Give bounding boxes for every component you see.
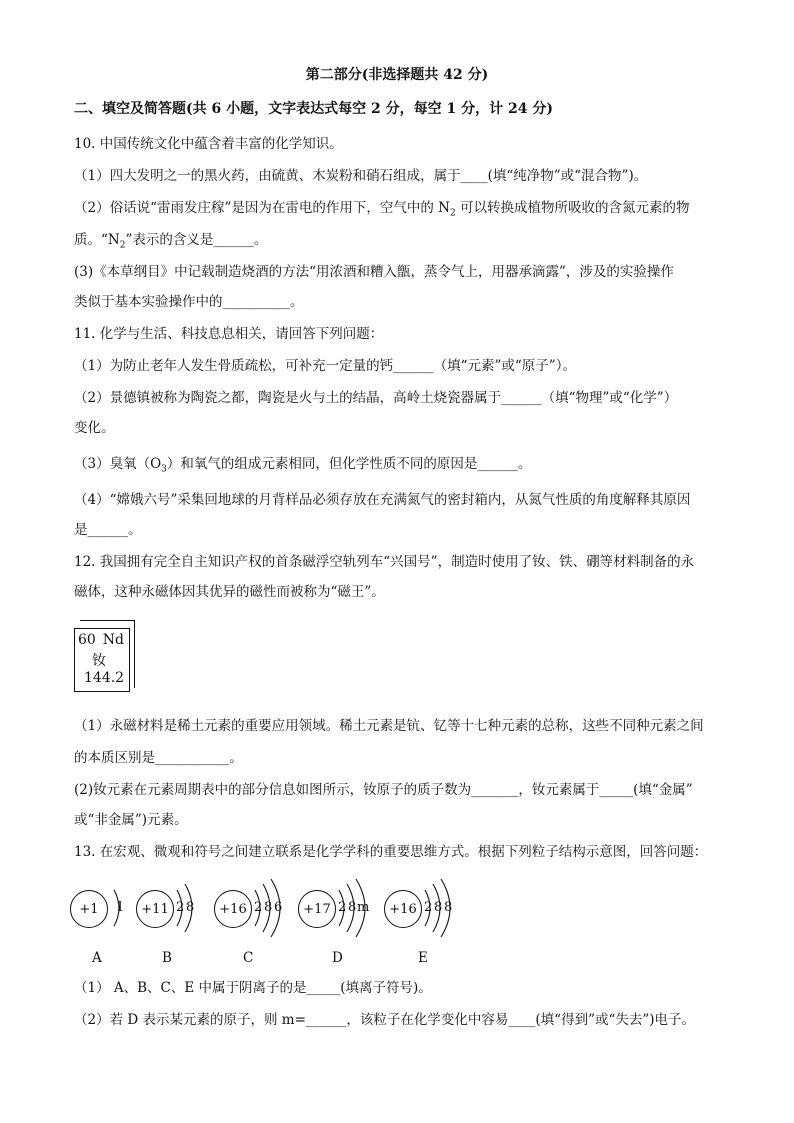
particle-d-shell-2: 8: [348, 900, 357, 915]
particle-label-a: A: [92, 950, 102, 966]
q11-part2-line2: 变化。: [74, 420, 115, 436]
q10-part2-subscript-b: 2: [119, 240, 126, 251]
particle-label-b: B: [162, 950, 172, 966]
particle-a-shells: [70, 876, 140, 940]
element-card-3d-edge-side: [130, 628, 135, 688]
element-symbol: Nd: [102, 632, 124, 648]
particle-b-nucleus: +11: [136, 890, 174, 928]
section-heading: 二、填空及简答题(共 6 小题，文字表达式每空 2 分，每空 1 分，计 24 分): [74, 101, 553, 117]
particle-label-c: C: [243, 950, 254, 966]
q13-part2: （2）若 D 表示某元素的原子，则 m=______，该粒子在化学变化中容易____(填“得到”或“失去”)电子。: [74, 1012, 696, 1028]
q12-part1-line1: （1）永磁材料是稀土元素的重要应用领域。稀土元素是钪、钇等十七种元素的总称，这些不同种元素之间: [74, 718, 704, 734]
q10-part2-text-b: 可以转换成植物所吸收的含氮元素的物: [455, 200, 690, 216]
q11-part3-text-b: ）和氧气的组成元素相同，但化学性质不同的原因是______。: [166, 456, 532, 472]
particle-b-shell-1: 2: [176, 900, 185, 915]
q11-stem: 11. 化学与生活、科技息息相关，请回答下列问题：: [74, 326, 384, 342]
q11-part4-line2: 是______。: [74, 522, 142, 538]
q12-stem-line2: 磁体，这种永磁体因其优异的磁性而被称为“磁王”。: [74, 584, 385, 600]
q11-part2-line1: （2）景德镇被称为陶瓷之都，陶瓷是火与土的结晶，高岭土烧瓷器属于______（填“物理”或“化学”）: [74, 390, 678, 406]
q10-part2-text-c: 质。“N: [74, 232, 120, 248]
particle-e-nucleus: +16: [384, 890, 422, 928]
particle-e: [384, 876, 474, 936]
particle-label-e: E: [418, 950, 428, 966]
particle-c-shell-3: 6: [274, 900, 283, 915]
particle-c-shell-1: 2: [254, 900, 263, 915]
element-atomic-mass: 144.2: [84, 670, 125, 686]
particle-d: [298, 876, 388, 936]
q10-part3-line1: (3)《本草纲目》中记载制造烧酒的方法“用浓酒和糟入甑，蒸令气上，用器承滴露”，涉及的实验操作: [74, 264, 674, 280]
q10-stem: 10. 中国传统文化中蕴含着丰富的化学知识。: [74, 136, 343, 152]
particle-b-shell-2: 8: [186, 900, 195, 915]
q13-stem: 13. 在宏观、微观和符号之间建立联系是化学学科的重要思维方式。根据下列粒子结构示意图，回答问题：: [74, 844, 708, 860]
q12-stem-line1: 12. 我国拥有完全自主知识产权的首条磁浮空轨列车“兴国号”，制造时使用了钕、铁、硼等材料制备的永: [74, 554, 695, 570]
particle-d-shell-3: m: [357, 900, 370, 915]
q11-part3-text-a: （3）臭氧（O: [74, 456, 162, 472]
particle-b: [136, 876, 226, 936]
q10-part2-line1: [74, 196, 734, 219]
q10-part3-line2: 类似于基本实验操作中的__________。: [74, 294, 304, 310]
particle-e-shell-3: 8: [444, 900, 453, 915]
particle-c-nucleus: +16: [214, 890, 252, 928]
q10-part1: （1）四大发明之一的黑火药，由硫黄、木炭粉和硝石组成，属于____(填“纯净物”或“混合物”)。: [74, 168, 648, 184]
q10-part2-text-a: （2）俗话说“雷雨发庄稼”是因为在雷电的作用下，空气中的 N: [74, 200, 450, 216]
particle-d-nucleus: +17: [298, 890, 336, 928]
particle-e-shell-2: 8: [434, 900, 443, 915]
q10-part2-subscript-a: 2: [450, 208, 456, 219]
element-atomic-number: 60: [78, 632, 96, 648]
particle-e-shell-1: 2: [424, 900, 433, 915]
part-title: 第二部分(非选择题共 42 分): [305, 67, 489, 83]
q12-part1-line2: 的本质区别是___________。: [74, 750, 243, 766]
particle-a-shell-1: 1: [116, 900, 125, 915]
q10-part2-line2: [74, 228, 734, 251]
q13-part1: （1） A、B、C、E 中属于阴离子的是_____(填离子符号)。: [74, 980, 432, 996]
q12-part2-line1: (2)钕元素在元素周期表中的部分信息如图所示，钕原子的质子数为_______，钕元素属于_____(填“金属”: [74, 782, 693, 798]
particle-d-shell-1: 2: [338, 900, 347, 915]
q11-part4-line1: （4）“嫦娥六号”采集回地球的月背样品必须存放在充满氮气的密封箱内，从氮气性质的角度解释其原因: [74, 492, 691, 508]
particle-c-shell-2: 8: [264, 900, 273, 915]
q10-part2-text-d: ”表示的含义是______。: [125, 232, 268, 248]
element-card-neodymium: [74, 620, 134, 692]
q11-part3-subscript: 3: [161, 464, 167, 475]
particle-a-nucleus: +1: [70, 890, 108, 928]
element-name: 钕: [92, 653, 106, 669]
q11-part3: [74, 452, 734, 475]
particle-c: [214, 876, 304, 936]
q11-part1: （1）为防止老年人发生骨质疏松，可补充一定量的钙______（填“元素”或“原子”）。: [74, 358, 576, 374]
particle-label-d: D: [332, 950, 343, 966]
q12-part2-line2: 或“非金属”)元素。: [74, 812, 188, 828]
